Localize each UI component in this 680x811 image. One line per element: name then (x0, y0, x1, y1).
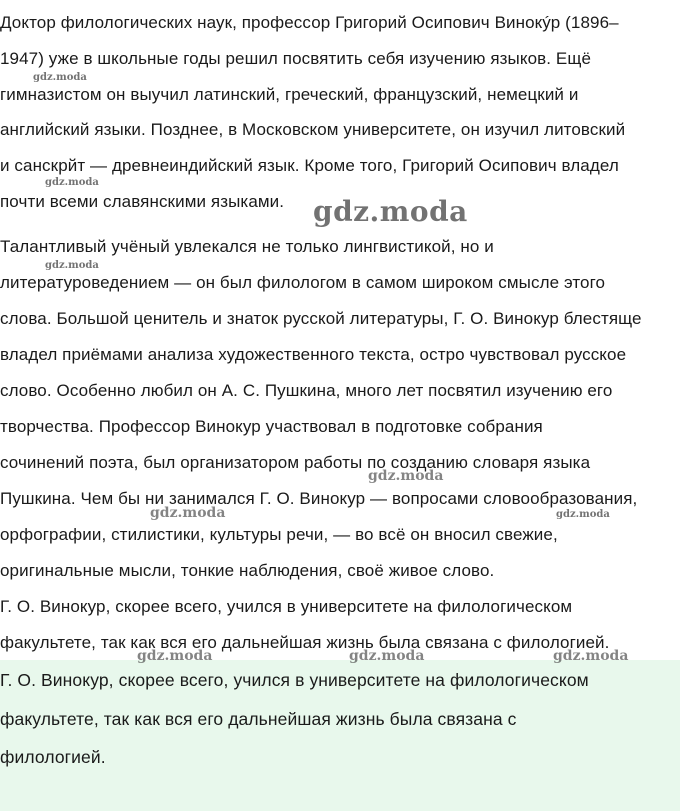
text-line: гимназистом он выучил латинский, греческий, французский, немецкий и (0, 85, 579, 104)
text-line: творчества. Профессор Винокур участвовал в подготовке собрания (0, 417, 543, 436)
text-line: почти всеми славянскими языками. (0, 192, 285, 211)
watermark: gdz.moda (349, 648, 425, 664)
text-line: Пушкина. Чем бы ни занимался Г. О. Винокур — вопросами словообразования, (0, 489, 638, 508)
watermark: gdz.moda (45, 260, 99, 271)
text-line: орфографии, стилистики, культуры речи, — во всё он вносил свежие, (0, 525, 558, 544)
watermark: gdz.moda (33, 72, 87, 83)
text-line: литературоведением — он был филологом в самом широком смысле этого (0, 273, 606, 292)
watermark: gdz.moda (137, 648, 213, 664)
watermark: gdz.moda (150, 505, 226, 521)
answer-line: факультете, так как вся его дальнейшая жизнь была связана с (0, 709, 517, 729)
text-line: 1947) уже в школьные годы решил посвятить себя изучению языков. Ещё (0, 49, 591, 68)
text-line: оригинальные мысли, тонкие наблюдения, своё живое слово. (0, 561, 495, 580)
text-line: владел приёмами анализа художественного текста, остро чувствовал русское (0, 345, 627, 364)
watermark: gdz.moda (368, 468, 444, 484)
text-line: слова. Большой ценитель и знаток русской литературы, Г. О. Винокур блестяще (0, 309, 642, 328)
text-line: слово. Особенно любил он А. С. Пушкина, много лет посвятил изучению его (0, 381, 613, 400)
text-line: сочинений поэта, был организатором работы по созданию словаря языка (0, 453, 591, 472)
watermark: gdz.moda (45, 177, 99, 188)
text-line: факультете, так как вся его дальнейшая жизнь была связана с филологией. (0, 633, 610, 652)
text-line: Г. О. Винокур, скорее всего, учился в университете на филологическом (0, 597, 573, 616)
text-line: и санскрйт — древнеиндийский язык. Кроме того, Григорий Осипович владел (0, 156, 619, 175)
answer-box (0, 660, 680, 811)
text-line: английский языки. Позднее, в Московском университете, он изучил литовский (0, 120, 626, 139)
watermark: gdz.moda (313, 195, 468, 228)
answer-line: Г. О. Винокур, скорее всего, учился в университете на филологическом (0, 670, 589, 690)
text-line: Талантливый учёный увлекался не только лингвистикой, но и (0, 237, 494, 256)
watermark: gdz.moda (556, 509, 610, 520)
answer-line: филологией. (0, 747, 106, 767)
watermark: gdz.moda (553, 648, 629, 664)
text-line: Доктор филологических наук, профессор Григорий Осипович Винокýр (1896– (0, 13, 619, 32)
